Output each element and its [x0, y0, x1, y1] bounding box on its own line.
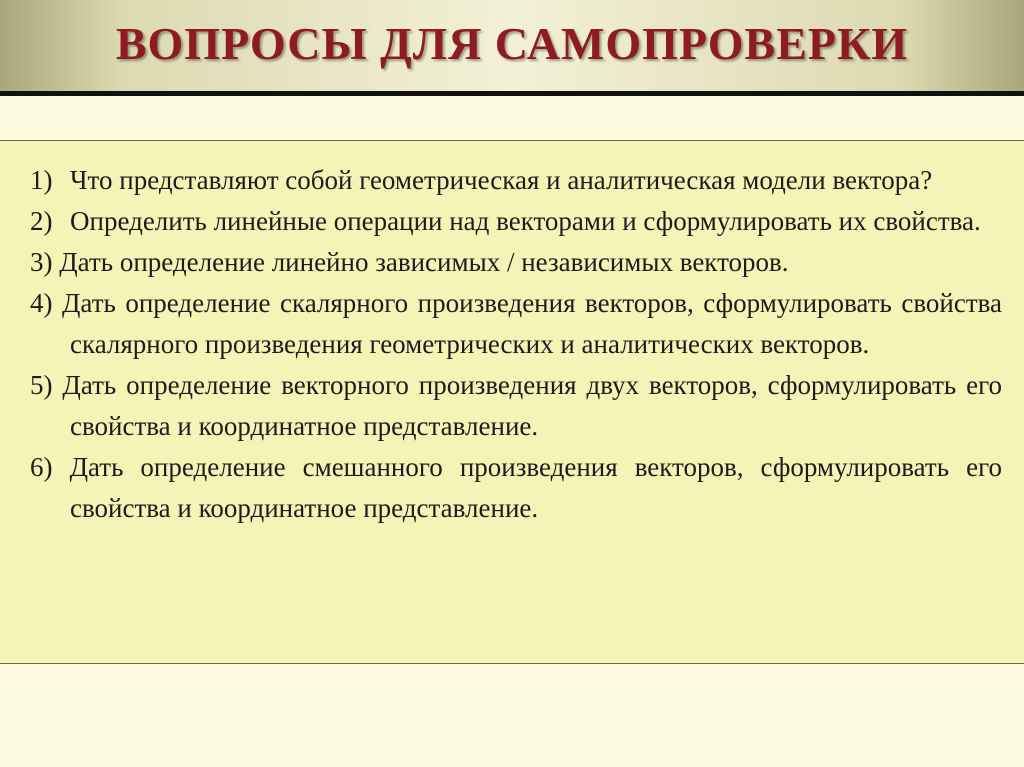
slide-title: ВОПРОСЫ ДЛЯ САМОПРОВЕРКИ [115, 18, 909, 69]
question-item-4 [30, 283, 1002, 365]
question-text: Дать определение скалярного произведения векторов, сформулировать свойства скалярного произведения геометрических и аналитических векторов. [62, 288, 1002, 359]
question-item-3 [30, 242, 1002, 283]
question-number: 3) [30, 247, 60, 277]
question-number: 4) [30, 288, 63, 318]
question-item-1 [30, 160, 1002, 201]
questions-list [30, 160, 1002, 529]
question-text: Дать определение смешанного произведения векторов, сформулировать его свойства и координатное представление. [69, 452, 1002, 523]
question-text: Дать определение векторного произведения двух векторов, сформулировать его свойства и координатное представление. [62, 370, 1002, 441]
question-text: Дать определение линейно зависимых / независимых векторов. [59, 247, 789, 277]
question-number: 6) [30, 452, 70, 482]
question-number: 1) [30, 165, 53, 195]
question-item-2 [30, 201, 1002, 242]
question-text: Определить линейные операции над векторами и сформулировать их свойства. [70, 206, 981, 236]
question-number: 2) [30, 206, 53, 236]
bottom-band [0, 665, 1024, 767]
question-item-5 [30, 365, 1002, 447]
question-item-6 [30, 447, 1002, 529]
question-text: Что представляют собой геометрическая и аналитическая модели вектора? [70, 165, 933, 195]
top-band [0, 96, 1024, 140]
question-number: 5) [30, 370, 63, 400]
